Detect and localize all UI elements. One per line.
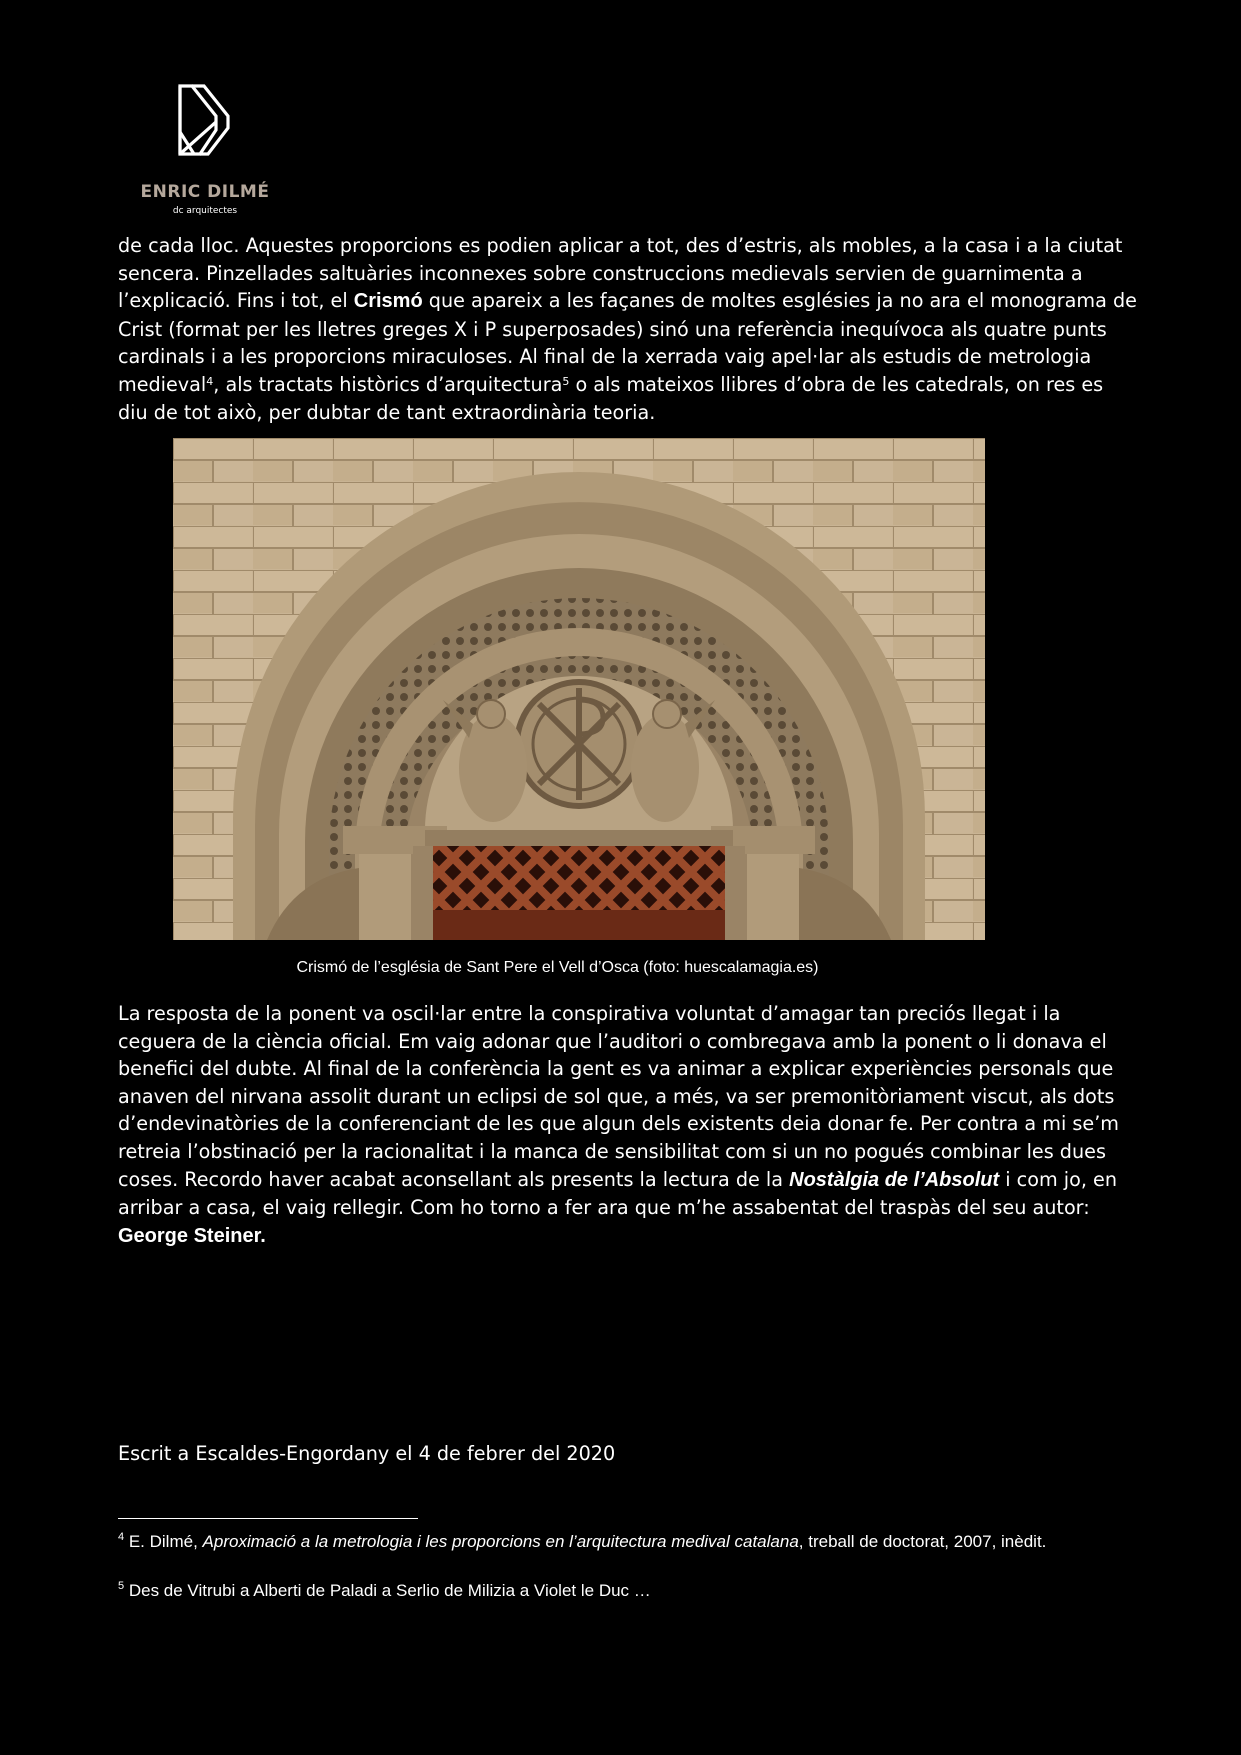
crismo-photo [173, 438, 985, 940]
paragraph-2-text-a: La resposta de la ponent va oscil·lar entre la conspirativa voluntat d’amagar tan preciós llegat i la ceguera de la ciència oficial. Em vaig adonar que l’auditori o combregava amb la ponent o li donava el benefici del dubte. Al final de la conferència la gent es va animar a explicar experiències personals que anaven del nirvana assolit durant un eclipsi de sol que, a més, va ser premonitòriament viscut, als dots d’endevinatòries de la conferenciant de les que algun dels existents deia donar fe. Per contra a mi se’m retreia l’obstinació per la racionalitat i la manca de sensibilitat com si un no pogués combinar les dues coses. Recordo haver acabat aconsellant als presents la lectura de la [118, 1002, 1119, 1191]
paragraph-1-text-d: o als mateixos llibres d’obra de les catedrals, on res es diu de tot això, per dubtar de tant extraordinària teoria. [118, 372, 1104, 424]
footnote-4-title: Aproximació a la metrologia i les proporcions en l’arquitectura medival catalana [202, 1532, 799, 1551]
paragraph-2 [118, 1000, 1138, 1250]
author-name: George Steiner. [118, 1224, 266, 1247]
paragraph-1-text-c: , als tractats històrics d’arquitectura [213, 372, 563, 396]
footnote-5 [118, 1579, 1138, 1603]
paragraph-1 [118, 232, 1138, 426]
book-title [789, 1169, 999, 1191]
footnote-ref-5[interactable]: 5 [562, 374, 570, 388]
logo-name: ENRIC DILMÉ [140, 182, 270, 202]
paragraph-1-text-a: de cada lloc. Aquestes proporcions es podien aplicar a tot, des d’estris, als mobles, a la casa i a la ciutat sencera. Pinzellades saltuàries inconnexes sobre construccions medievals servien de guarnimenta a l’explicació. Fins i tot, el [118, 234, 1123, 313]
photo-caption: Crismó de l’església de Sant Pere el Vell d’Osca (foto: huescalamagia.es) [296, 959, 819, 976]
footnote-divider [118, 1518, 418, 1519]
footnote-4-suffix: , treball de doctorat, 2007, inèdit. [798, 1532, 1047, 1551]
footnote-5-number: 5 [118, 1580, 125, 1592]
logo-subtitle: dc arquitectes [172, 206, 238, 216]
footnote-4 [118, 1530, 1138, 1554]
book-title-italic: Nostàlgia de l’Absolut [789, 1168, 1000, 1191]
paragraph-2-text-b: i com jo, en arribar a casa, el vaig rellegir. Com ho torno a fer ara que m’he assabentat del traspàs del seu autor: [118, 1167, 1117, 1220]
crismo-term: Crismó [353, 290, 423, 313]
footnote-5-text: Des de Vitrubi a Alberti de Paladi a Serlio de Milizia a Violet le Duc … [124, 1581, 651, 1600]
footnote-4-prefix: E. Dilmé, [124, 1532, 203, 1551]
logo [140, 82, 270, 222]
romanesque-portal-illustration [173, 438, 985, 940]
paragraph-1-text-b: que apareix a les façanes de moltes esglésies ja no ara el monograma de Crist (format per les lletres greges X i P superposades) sinó una referència inequívoca als quatre punts cardinals i a les proporcions miraculoses. Al final de la xerrada vaig apel·lar als estudis de metrologia medieval [118, 289, 1137, 396]
footnote-4-number: 4 [118, 1531, 125, 1543]
signoff: Escrit a Escaldes-Engordany el 4 de febrer del 2020 [118, 1442, 616, 1465]
logo-mark-icon [172, 82, 236, 160]
footnote-ref-4[interactable]: 4 [206, 374, 214, 388]
